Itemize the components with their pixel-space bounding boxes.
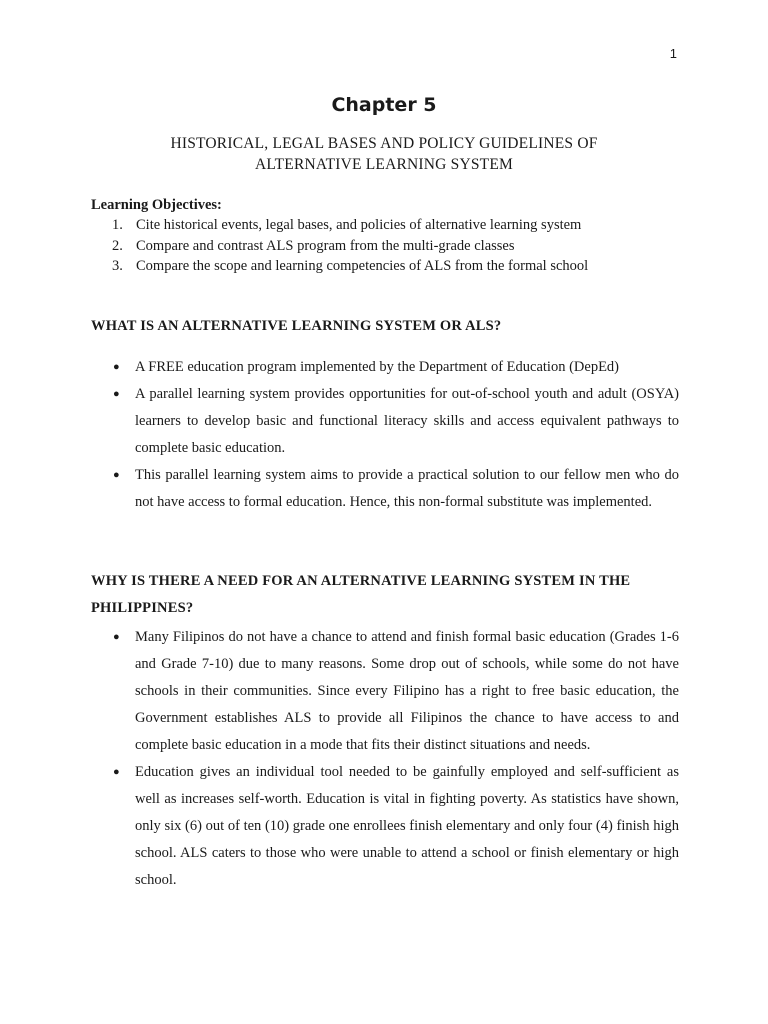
page-number: 1 xyxy=(669,46,677,61)
objective-number: 2. xyxy=(112,237,123,254)
bullet-icon: ● xyxy=(113,361,120,373)
list-item xyxy=(91,624,679,759)
bullet-text: A parallel learning system provides opportunities for out-of-school youth and adult (OSYA) learners to develop basic and functional literacy skills and access equivalent pathways to complete basic education. xyxy=(135,386,679,456)
bullet-icon: ● xyxy=(113,469,120,481)
bullet-text: Education gives an individual tool needed to be gainfully employed and self-sufficient as well as increases self-worth. Education is vital in fighting poverty. As statistics have shown, only six (6) out of ten (10) grade one enrollees finish elementary and only four (4) finish high school. ALS caters to those who were unable to attend a school or finish elementary or high school. xyxy=(135,764,679,888)
list-item xyxy=(91,354,679,381)
objectives-heading: Learning Objectives: xyxy=(91,197,222,213)
objective-item xyxy=(91,215,691,236)
chapter-title: Chapter 5 xyxy=(331,94,437,116)
bullet-text: A FREE education program implemented by the Department of Education (DepEd) xyxy=(135,359,620,375)
objectives-list xyxy=(91,215,691,277)
objective-text: Compare and contrast ALS program from the multi-grade classes xyxy=(136,237,515,254)
objective-number: 1. xyxy=(112,217,123,233)
objective-number: 3. xyxy=(112,258,123,274)
learning-objectives xyxy=(91,196,691,277)
section-why-als-list xyxy=(91,624,679,894)
bullet-text: Many Filipinos do not have a chance to attend and finish formal basic education (Grades 1-6 and Grade 7-10) due to many reasons. Some drop out of schools, while some do not have schools in their communities. Since every Filipino has a right to free basic education, the Government establishes ALS to provide all Filipinos the chance to have access to and complete basic education in a mode that fits their distinct situations and needs. xyxy=(135,629,679,753)
bullet-text: This parallel learning system aims to provide a practical solution to our fellow men who do not have access to formal education. Hence, this non-formal substitute was implemented. xyxy=(135,467,679,510)
objective-item xyxy=(91,256,691,277)
list-item xyxy=(91,462,679,516)
objective-text: Cite historical events, legal bases, and policies of alternative learning system xyxy=(136,217,582,233)
main-title-line-2: ALTERNATIVE LEARNING SYSTEM xyxy=(255,156,513,173)
main-title-line-1: HISTORICAL, LEGAL BASES AND POLICY GUIDELINES OF xyxy=(170,135,598,152)
bullet-icon: ● xyxy=(113,631,120,643)
bullet-icon: ● xyxy=(113,766,120,778)
list-item xyxy=(91,759,679,894)
section-heading-what-is-als: WHAT IS AN ALTERNATIVE LEARNING SYSTEM OR ALS? xyxy=(91,318,502,334)
section-heading-why-als: WHY IS THERE A NEED FOR AN ALTERNATIVE LEARNING SYSTEM IN THE PHILIPPINES? xyxy=(91,573,631,616)
objective-text: Compare the scope and learning competencies of ALS from the formal school xyxy=(136,258,589,274)
objective-item xyxy=(91,236,691,257)
main-title xyxy=(90,133,678,175)
bullet-icon: ● xyxy=(113,388,120,400)
list-item xyxy=(91,381,679,462)
section-what-is-als-list xyxy=(91,354,679,516)
